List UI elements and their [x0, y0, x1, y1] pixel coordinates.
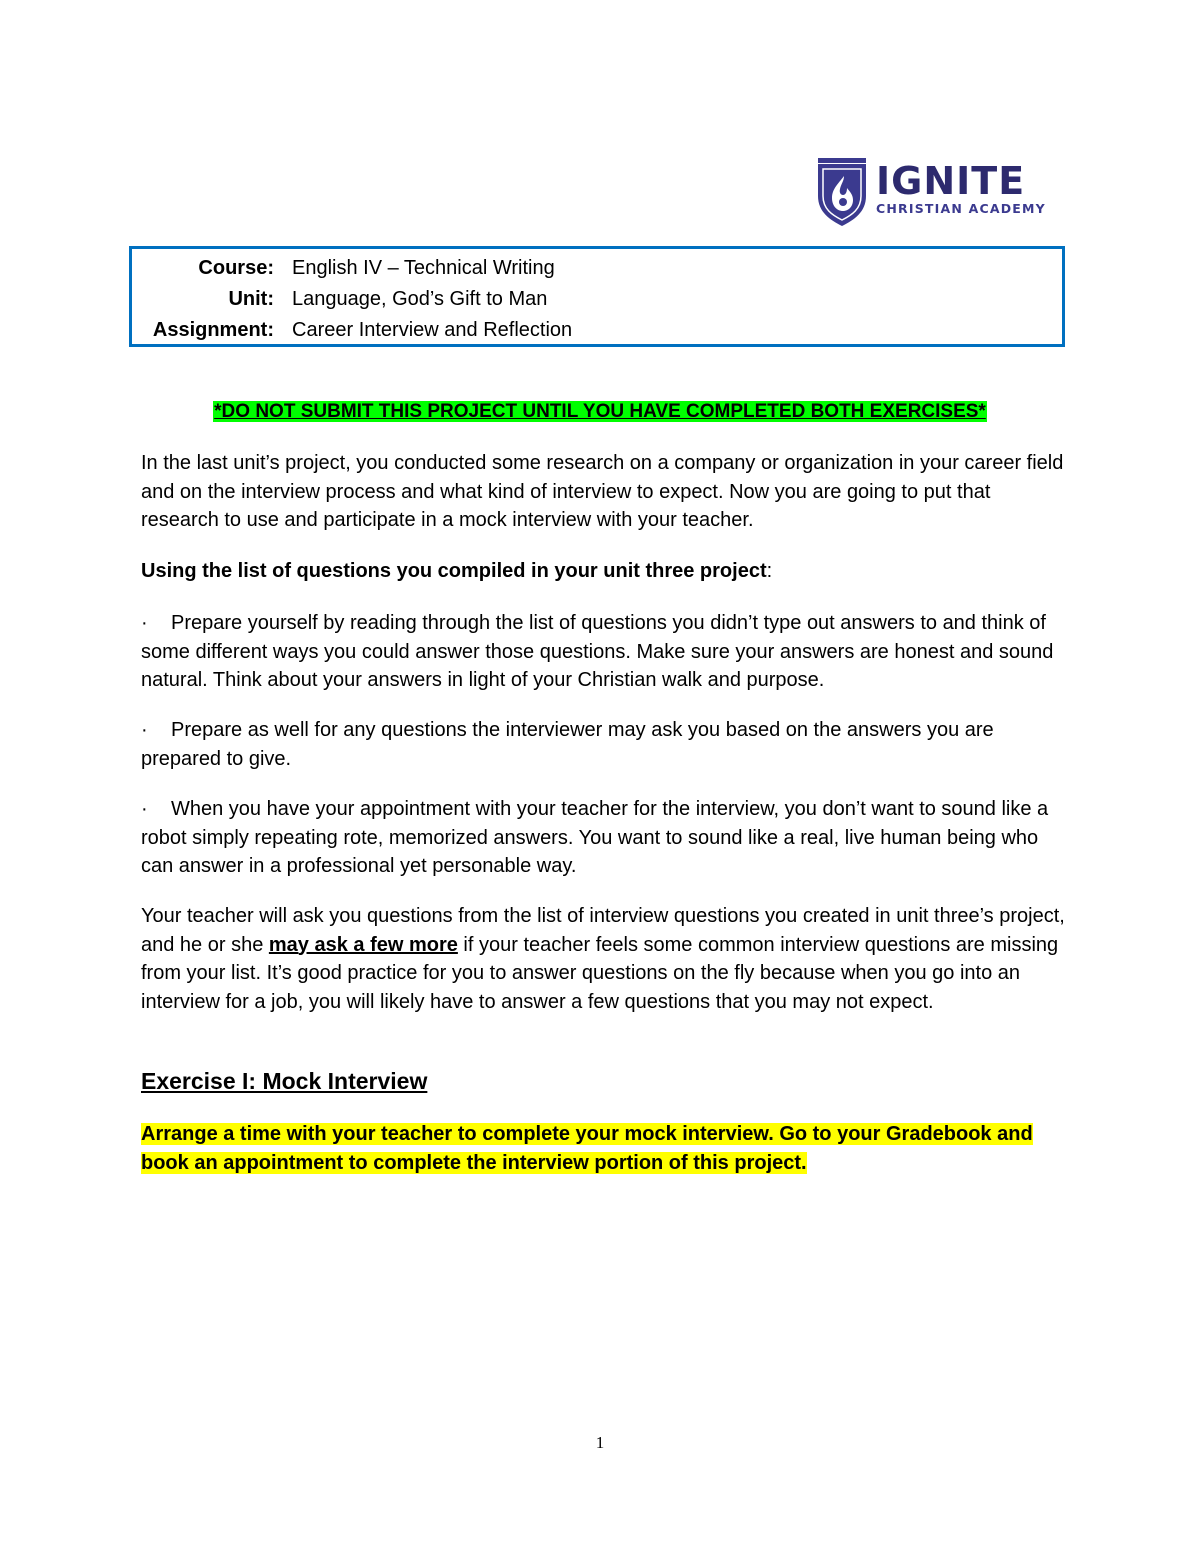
exercise-heading: Exercise I: Mock Interview: [141, 1068, 428, 1094]
list-intro-bold: Using the list of questions you compiled in your unit three project: [141, 560, 767, 582]
teacher-text-after: if your teacher feels some common interview questions are missing from your list. It’s good practice for you to answer questions on the fly because when you go into an interview for a job, you will likely have to answer a few questions that you may not expect.: [141, 933, 1059, 1013]
bullet-marker: ·: [141, 612, 148, 634]
bullet-text: When you have your appointment with your teacher for the interview, you don’t want to sound like a robot simply repeating rote, memorized answers. You want to sound like a real, live human being who can answer in a professional yet personable way.: [141, 798, 1049, 877]
logo-subtitle: CHRISTIAN ACADEMY: [876, 201, 1046, 216]
shield-flame-icon: [814, 156, 870, 228]
course-label: Course:: [198, 257, 274, 279]
logo-wordmark: [876, 159, 1046, 216]
course-value: English IV – Technical Writing: [292, 257, 555, 279]
bullet-item-1: [141, 609, 1071, 695]
assignment-label: Assignment:: [152, 319, 274, 341]
assignment-value: Career Interview and Reflection: [292, 319, 573, 341]
intro-paragraph: In the last unit’s project, you conducted some research on a company or organization in your career field and on the interview process and what kind of interview to expect. Now you are going to put that research to use and participate in a mock interview with your teacher.: [141, 452, 1064, 531]
bullet-item-3: [141, 795, 1071, 881]
teacher-emphasis: may ask a few more: [268, 933, 458, 956]
bullet-text: Prepare as well for any questions the interviewer may ask you based on the answers you are prepared to give.: [141, 719, 994, 770]
list-intro-suffix: :: [766, 560, 773, 582]
logo-name: IGNITE: [876, 159, 1026, 203]
bullet-marker: ·: [141, 719, 148, 741]
exercise-instruction: [141, 1120, 1071, 1177]
exercise-instruction-text: Arrange a time with your teacher to complete your mock interview. Go to your Gradebook and book an appointment to complete the interview portion of this project.: [141, 1123, 1033, 1174]
ignite-logo: [814, 156, 1046, 228]
bullet-item-2: [141, 716, 1071, 773]
bullet-text: Prepare yourself by reading through the list of questions you didn’t type out answers to and think of some different ways you could answer those questions. Make sure your answers are honest and sound natural. Think about your answers in light of your Christian walk and purpose.: [141, 612, 1054, 691]
submission-warning: [0, 398, 1200, 426]
unit-label: Unit:: [228, 288, 274, 310]
unit-value: Language, God’s Gift to Man: [292, 288, 548, 310]
teacher-text-before: Your teacher will ask you questions from the list of interview questions you created in unit three’s project, and he or she: [141, 905, 1065, 956]
course-info-box: [129, 246, 1065, 347]
warning-text: *DO NOT SUBMIT THIS PROJECT UNTIL YOU HAVE COMPLETED BOTH EXERCISES*: [214, 401, 986, 422]
page-number: 1: [595, 1433, 605, 1452]
bullet-marker: ·: [141, 798, 148, 820]
list-intro: [141, 557, 1071, 586]
teacher-paragraph: [141, 902, 1071, 1016]
